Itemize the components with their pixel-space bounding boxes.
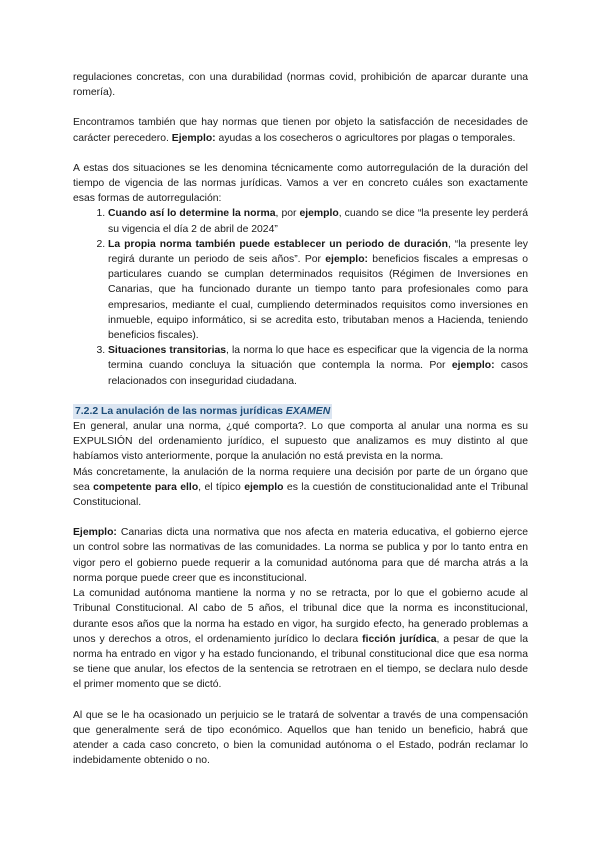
paragraph-ejemplo-canarias: Ejemplo: Canarias dicta una normativa que nos afecta en materia educativa, el gobierno ejerce un control sobre las normativas de las comunidades. La norma se publica y por lo tanto entra en vigor pero el gobierno puede requerir a la comunidad autónoma para que dé marcha atrás a la norma porque puede creer que es inconstitucional. <box>73 527 528 584</box>
paragraph-regulaciones: regulaciones concretas, con una durabilidad (normas covid, prohibición de aparcar durante una romería). <box>73 72 528 99</box>
section-heading: 7.2.2 La anulación de las normas jurídicas EXAMEN <box>73 404 528 419</box>
list-item: 1. Cuando así lo determine la norma, por ejemplo, cuando se dice “la presente ley perderá su vigencia el día 2 de abril de 2024” <box>108 206 528 236</box>
list-item: 2. La propia norma también puede establecer un periodo de duración, “la presente ley regirá durante un periodo de seis años”. Por ejemplo: beneficios fiscales a empresas o particulares cuando se cumplan determinados requisitos (Régimen de Inversiones en Canarias, que ha funcionado durante un tiempo tanto para profesionales como para empresarios, mediante el cual, cumpliendo determinados requisitos como inversiones en inmueble, equipo informático, si se acredita esto, tributaban menos a Hacienda, teniendo beneficios fiscales). <box>108 237 528 343</box>
paragraph-organo-competente: Más concretamente, la anulación de la norma requiere una decisión por parte de un órgano que sea competente para ello, el típico ejemplo es la cuestión de constitucionalidad ante el Tribunal Constitucional. <box>73 466 529 509</box>
paragraph-autorregulacion: A estas dos situaciones se les denomina técnicamente como autorregulación de la duración del tiempo de vigencia de las normas jurídicas. Vamos a ver en concreto cuáles son exactamente esas formas de autorregulación: <box>73 162 528 205</box>
list-item: 3. Situaciones transitorias, la norma lo que hace es especificar que la vigencia de la norma termina cuando concluya la situación que contempla la norma. Por ejemplo: casos relacionados con inseguridad ciudadana. <box>108 343 528 389</box>
paragraph-compensacion: Al que se le ha ocasionado un perjuicio se le tratará de solventar a través de una compensación que generalmente será de tipo económico. Aquellos que han tenido un beneficio, habrá que atender a cada caso concreto, o bien la comunidad autónoma o el Estado, podrán reclamar lo indebidamente obtenido o no. <box>73 709 528 767</box>
autorregulacion-list <box>73 206 528 388</box>
paragraph-necesidades-perecederas: Encontramos también que hay normas que tienen por objeto la satisfacción de necesidades de carácter perecedero. Ejemplo: ayudas a los cosecheros o agricultores por plagas o temporales. <box>73 117 528 144</box>
paragraph-anular-norma: En general, anular una norma, ¿qué comporta?. Lo que comporta al anular una norma es su EXPULSIÓN del ordenamiento jurídico, el supuesto que analizamos es muy distinto al que habíamos visto anteriormente, porque la anulación no está prevista en la norma. <box>73 421 528 463</box>
document-page <box>73 70 528 768</box>
paragraph-tribunal-constitucional: La comunidad autónoma mantiene la norma y no se retracta, por lo que el gobierno acude al Tribunal Constitucional. Al cabo de 5 años, el tribunal dice que la norma es inconstitucional, durante esos años que la norma ha estado en vigor, ha surgido efecto, ha generado problemas a unos y derechos a otros, el ordenamiento jurídico lo declara ficción jurídica, a pesar de que la norma ha entrado en vigor y ha estado funcionando, el tribunal constitucional dice que esa norma se tiene que anular, los efectos de la sentencia se retrotraen en el tiempo, se declara nulo desde el primer momento que se dictó. <box>73 588 528 691</box>
